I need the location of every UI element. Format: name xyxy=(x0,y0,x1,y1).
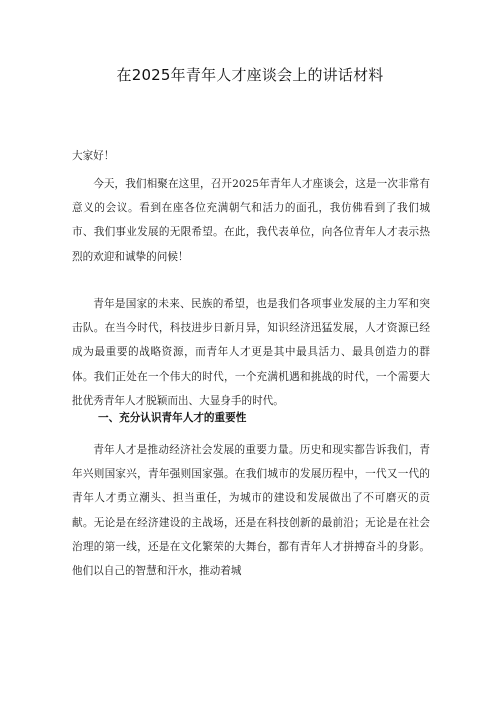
paragraph-opening: 今天，我们相聚在这里，召开2025年青年人才座谈会，这是一次非常有意义的会议。看到在座各位充满朝气和活力的面孔，我仿佛看到了我们城市、我们事业发展的无限希望。在此，我代表单位，向各位青年人才表示热烈的欢迎和诚挚的问候！ xyxy=(72,178,430,263)
section-heading: 一、充分认识青年人才的重要性 xyxy=(98,412,247,424)
paragraph-youth-importance: 青年是国家的未来、民族的希望，也是我们各项事业发展的主力军和突击队。在当今时代，科技进步日新月异，知识经济迅猛发展，人才资源已经成为最重要的战略资源，而青年人才更是其中最具活力、最具创造力的群体。我们正处在一个伟大的时代，一个充满机遇和挑战的时代，一个需要大批优秀青年人才脱颖而出、大显身手的时代。 xyxy=(72,298,430,407)
greeting: 大家好！ xyxy=(72,150,115,162)
document-title: 在2025年青年人才座谈会上的讲话材料 xyxy=(116,66,384,84)
section-paragraph: 青年人才是推动经济社会发展的重要力量。历史和现实都告诉我们，青年兴则国家兴，青年强则国家强。在我们城市的发展历程中，一代又一代的青年人才勇立潮头、担当重任，为城市的建设和发展做出了不可磨灭的贡献。无论是在经济建设的主战场，还是在科技创新的最前沿；无论是在社会治理的第一线，还是在文化繁荣的大舞台，都有青年人才拼搏奋斗的身影。他们以自己的智慧和汗水，推动着城 xyxy=(72,444,430,578)
